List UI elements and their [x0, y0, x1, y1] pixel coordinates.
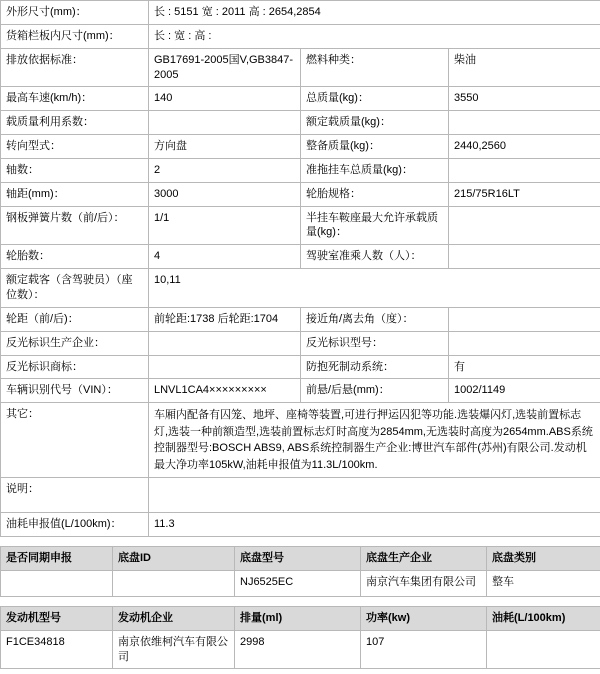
table-row	[1, 379, 600, 403]
table-row	[1, 24, 600, 48]
spec-label: 其它：	[1, 403, 149, 478]
spec-label: 准拖挂车总质量(kg)：	[301, 158, 449, 182]
table-row	[1, 478, 600, 513]
spec-value: 柴油	[449, 48, 600, 87]
spec-value	[449, 206, 600, 245]
table-row	[1, 1, 600, 25]
spec-value	[149, 478, 600, 513]
spec-label: 排放依据标准：	[1, 48, 149, 87]
spec-value: 140	[149, 87, 301, 111]
spec-label: 说明：	[1, 478, 149, 513]
spec-label: 反光标识生产企业：	[1, 331, 149, 355]
spec-value	[449, 245, 600, 269]
cell-engine-model: F1CE34818	[1, 630, 113, 669]
column-header: 油耗(L/100km)	[487, 606, 600, 630]
engine-table-header-row	[1, 606, 600, 630]
table-row	[1, 331, 600, 355]
spec-label: 额定载客（含驾驶员）（座位数）：	[1, 269, 149, 308]
spec-label: 钢板弹簧片数（前/后）：	[1, 206, 149, 245]
engine-table	[0, 606, 600, 670]
chassis-table	[0, 546, 600, 597]
spec-value: 4	[149, 245, 301, 269]
table-row	[1, 513, 600, 537]
spec-label: 车辆识别代号（VIN）：	[1, 379, 149, 403]
spec-label: 驾驶室准乘人数（人）：	[301, 245, 449, 269]
chassis-table-header-row	[1, 547, 600, 571]
spec-value	[449, 111, 600, 135]
spec-label: 额定载质量(kg)：	[301, 111, 449, 135]
spec-label: 轴数：	[1, 158, 149, 182]
cell-fuel-consumption	[487, 630, 600, 669]
spec-label: 转向型式：	[1, 135, 149, 159]
cell-displacement: 2998	[235, 630, 361, 669]
spec-label: 外形尺寸(mm)：	[1, 1, 149, 25]
column-header: 底盘ID	[113, 547, 235, 571]
spec-value: 前轮距:1738 后轮距:1704	[149, 307, 301, 331]
column-header: 是否同期申报	[1, 547, 113, 571]
table-row	[1, 111, 600, 135]
spec-label: 轮胎规格：	[301, 182, 449, 206]
cell-same-period-declare	[1, 570, 113, 596]
spec-value: 2	[149, 158, 301, 182]
spec-label: 前悬/后悬(mm)：	[301, 379, 449, 403]
table-row	[1, 87, 600, 111]
spec-value: 11.3	[149, 513, 600, 537]
spec-value	[149, 331, 301, 355]
spec-label: 反光标识型号：	[301, 331, 449, 355]
spec-label: 反光标识商标：	[1, 355, 149, 379]
column-header: 底盘生产企业	[361, 547, 487, 571]
cell-power: 107	[361, 630, 487, 669]
spec-label: 防抱死制动系统：	[301, 355, 449, 379]
column-header: 功率(kw)	[361, 606, 487, 630]
table-row	[1, 403, 600, 478]
spec-label: 接近角/离去角（度）：	[301, 307, 449, 331]
spec-value	[449, 158, 600, 182]
spec-value-other: 车厢内配备有囚笼、地坪、座椅等装置,可进行押运囚犯等功能.选装爆闪灯,选装前置标志灯,选装一种前额造型,选装前置标志灯时高度为2854mm,无选装时高度为2654mm.ABS系统控制器型号:BOSCH ABS9, ABS系统控制器生产企业:博世汽车部件(苏州)有限公司.发动机最大净功率105kW,油耗申报值为11.3L/100km.	[149, 403, 600, 478]
cell-chassis-category: 整车	[487, 570, 600, 596]
cell-chassis-manufacturer: 南京汽车集团有限公司	[361, 570, 487, 596]
spec-value: 10,11	[149, 269, 600, 308]
spec-value: 1/1	[149, 206, 301, 245]
spec-value: LNVL1CA4×××××××××	[149, 379, 301, 403]
column-header: 底盘型号	[235, 547, 361, 571]
spec-label: 最高车速(km/h)：	[1, 87, 149, 111]
spec-value: 长 : 5151 宽 : 2011 高 : 2654,2854	[149, 1, 600, 25]
spec-label: 轴距(mm)：	[1, 182, 149, 206]
column-header: 发动机企业	[113, 606, 235, 630]
table-row	[1, 630, 600, 669]
cell-chassis-id	[113, 570, 235, 596]
spec-label: 燃料种类：	[301, 48, 449, 87]
spec-value: 1002/1149	[449, 379, 600, 403]
column-header: 发动机型号	[1, 606, 113, 630]
table-row	[1, 269, 600, 308]
spec-label: 整备质量(kg)：	[301, 135, 449, 159]
spec-value	[449, 331, 600, 355]
spec-value: 有	[449, 355, 600, 379]
table-row	[1, 570, 600, 596]
spec-label: 油耗申报值(L/100km)：	[1, 513, 149, 537]
column-header: 底盘类别	[487, 547, 600, 571]
table-row	[1, 158, 600, 182]
spec-label: 总质量(kg)：	[301, 87, 449, 111]
cell-chassis-model: NJ6525EC	[235, 570, 361, 596]
spec-value: 3550	[449, 87, 600, 111]
table-row	[1, 135, 600, 159]
spec-label: 轮胎数：	[1, 245, 149, 269]
table-row	[1, 206, 600, 245]
spec-value: 长 : 宽 : 高 :	[149, 24, 600, 48]
spec-label: 货箱栏板内尺寸(mm)：	[1, 24, 149, 48]
table-row	[1, 355, 600, 379]
spec-label: 轮距（前/后)：	[1, 307, 149, 331]
table-row	[1, 307, 600, 331]
spec-value	[149, 111, 301, 135]
spec-value: 方向盘	[149, 135, 301, 159]
spec-value: GB17691-2005国V,GB3847-2005	[149, 48, 301, 87]
cell-engine-manufacturer: 南京依维柯汽车有限公司	[113, 630, 235, 669]
spec-value: 3000	[149, 182, 301, 206]
column-header: 排量(ml)	[235, 606, 361, 630]
spec-value: 2440,2560	[449, 135, 600, 159]
spec-value: 215/75R16LT	[449, 182, 600, 206]
spec-label: 半挂车鞍座最大允许承载质量(kg)：	[301, 206, 449, 245]
spec-value	[149, 355, 301, 379]
table-row	[1, 245, 600, 269]
table-row	[1, 182, 600, 206]
spec-value	[449, 307, 600, 331]
spec-label: 载质量利用系数：	[1, 111, 149, 135]
table-row	[1, 48, 600, 87]
